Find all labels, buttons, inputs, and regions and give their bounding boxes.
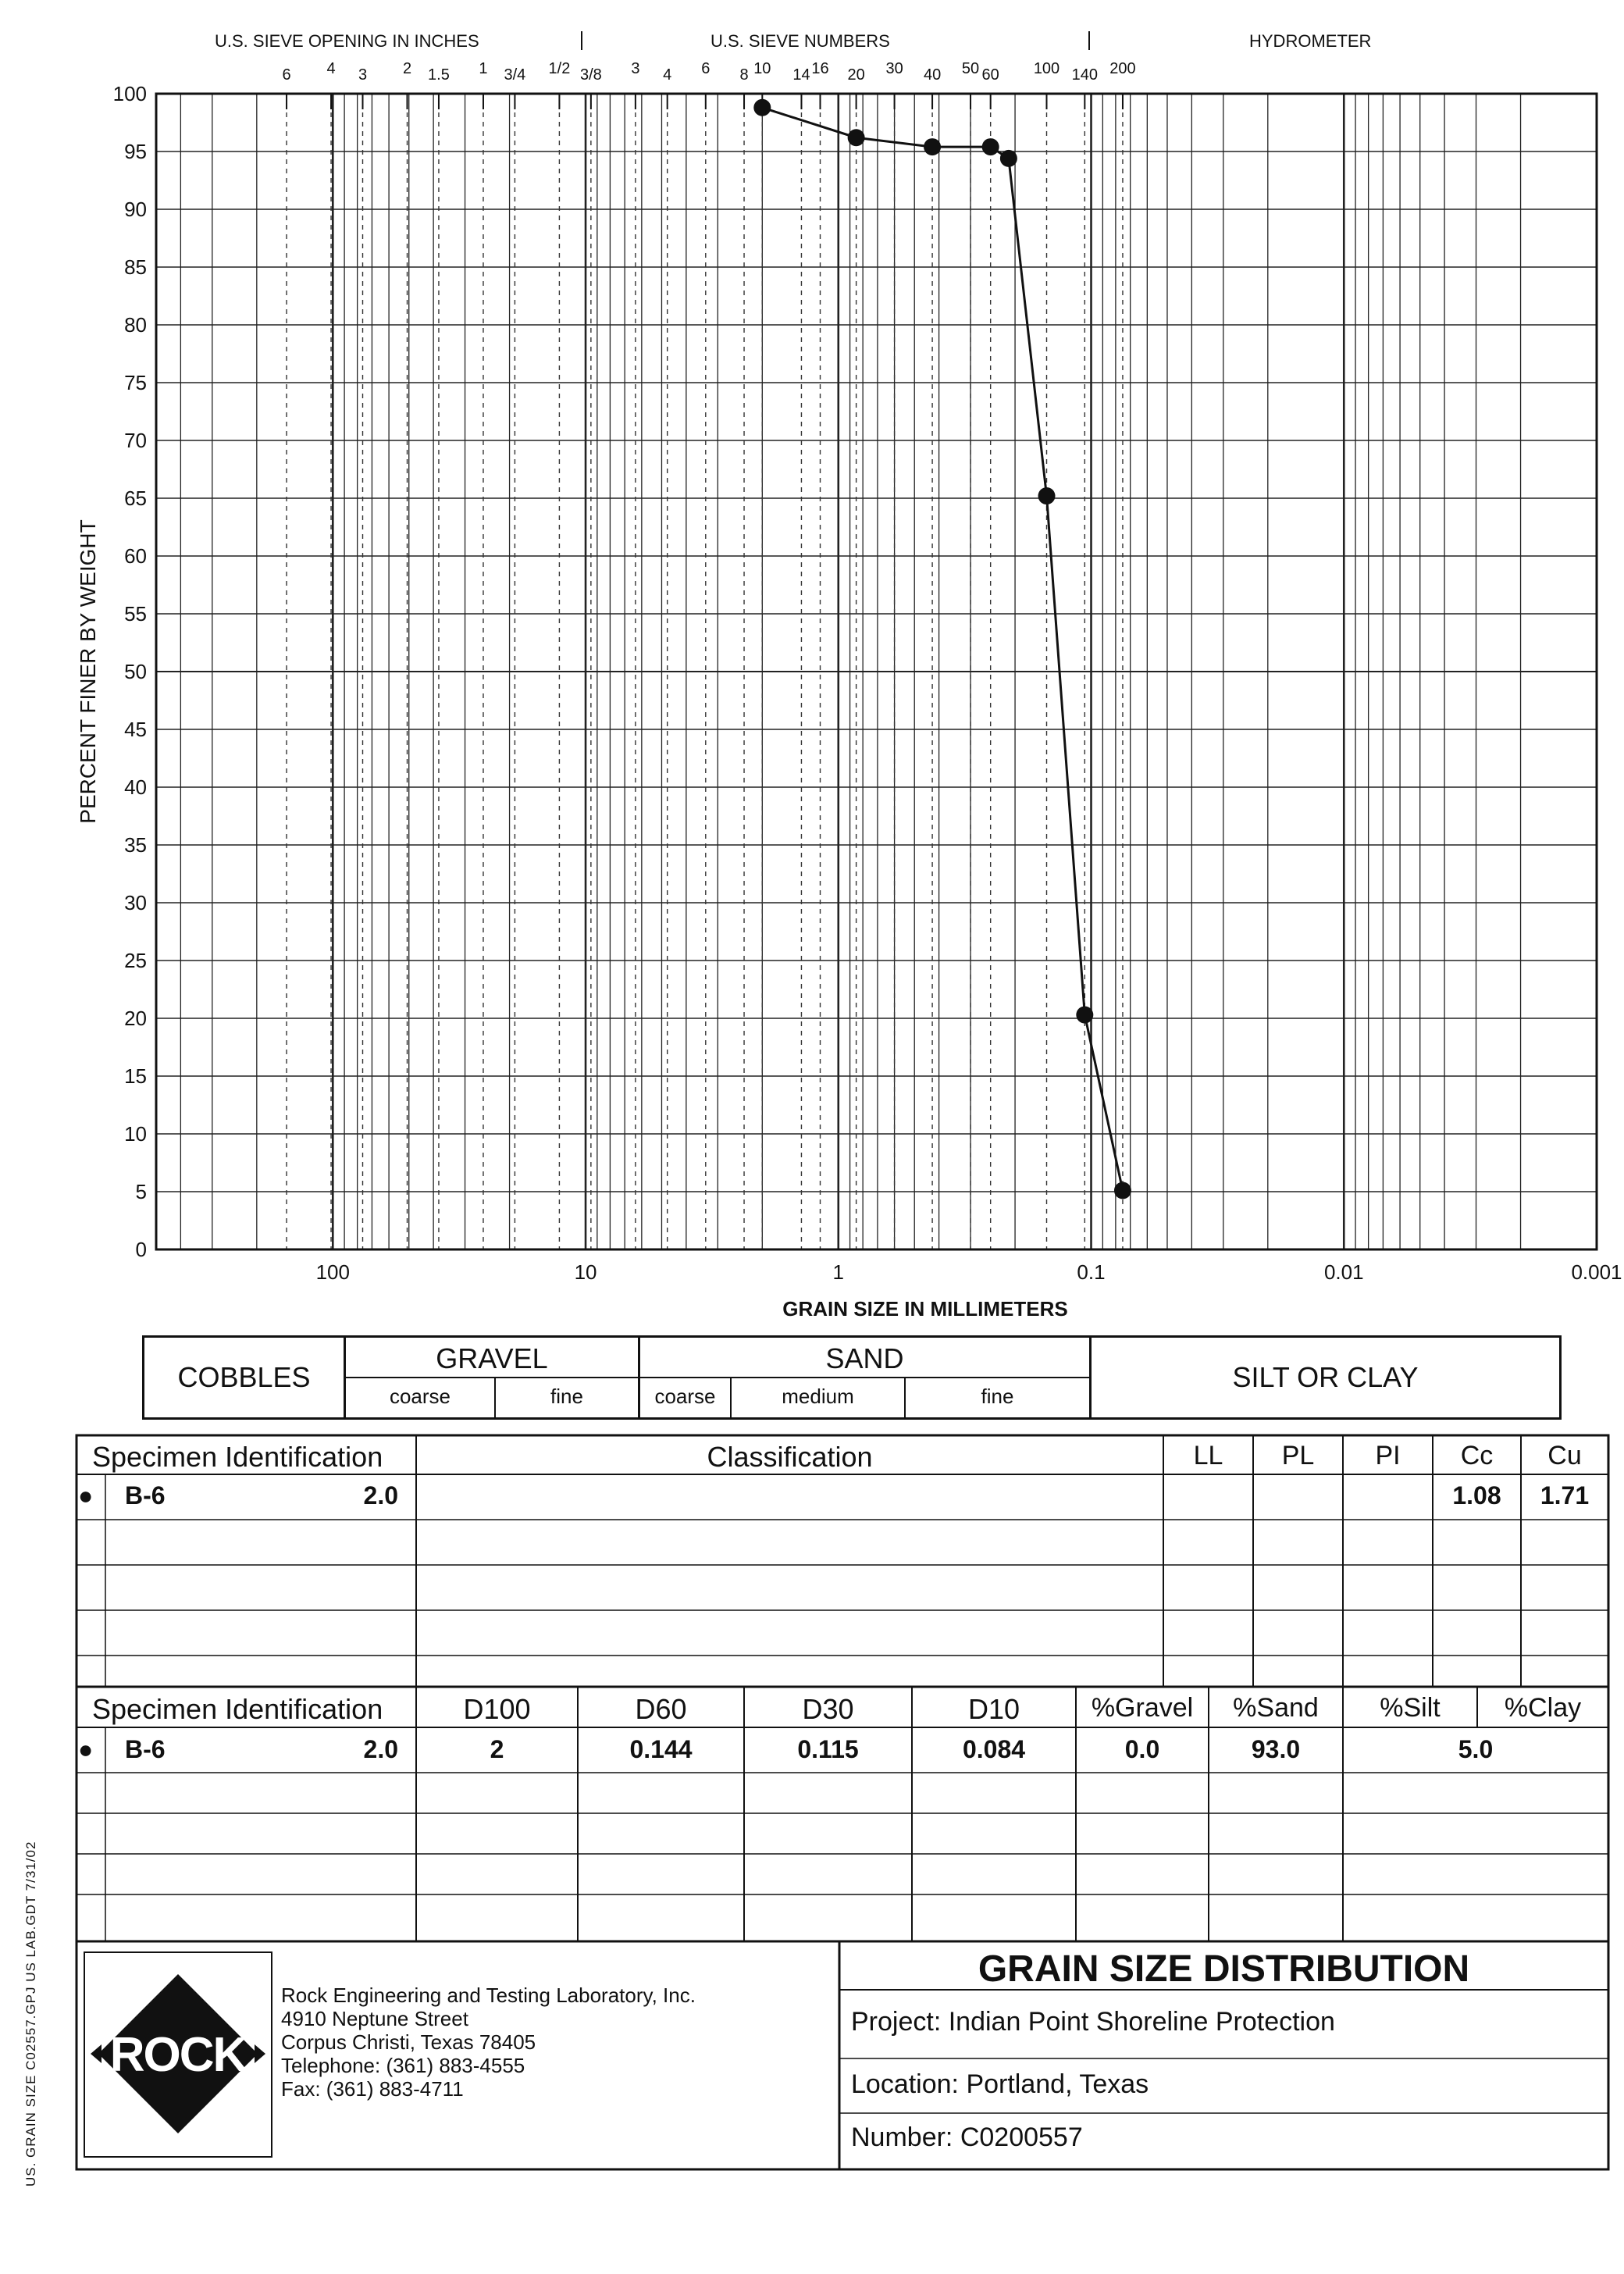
sieve-label: 50 [961,60,980,77]
y-tick-label: 10 [124,1122,147,1146]
y-tick-label: 50 [124,660,147,683]
sieve-label: 14 [792,66,810,84]
t1-row-depth: 2.0 [363,1481,398,1509]
t2-header-clay: %Clay [1504,1693,1582,1723]
sieve-label: 6 [282,66,291,84]
t1-header-classification: Classification [707,1441,873,1473]
sieve-label: 40 [923,66,942,84]
sand-coarse-label: coarse [654,1385,716,1408]
t2-row-silt-clay: 5.0 [1458,1735,1494,1763]
rock-logo [87,1968,269,2147]
sieve-label: 3/8 [579,66,602,84]
y-tick-label: 5 [135,1180,147,1203]
y-tick-label: 30 [124,891,147,914]
report-title: GRAIN SIZE DISTRIBUTION [978,1948,1470,1990]
y-axis-label: PERCENT FINER BY WEIGHT [76,519,100,824]
sieve-label: 1.5 [428,66,450,84]
sieve-label: 2 [402,60,412,77]
rock-logo-text: ROCK [109,2028,247,2082]
y-tick-label: 65 [124,487,147,510]
t1-row-specimen: B-6 [125,1481,166,1509]
t1-row-marker: ● [78,1481,94,1509]
sieve-label: 200 [1109,60,1136,77]
gravel-label: GRAVEL [436,1342,548,1374]
y-tick-label: 90 [124,198,147,221]
t1-header-pl: PL [1281,1441,1315,1470]
t1-header-pi: PI [1375,1441,1401,1470]
t2-header-d30: D30 [802,1693,854,1725]
sieve-label: 8 [739,66,749,84]
x-tick-label: 100 [315,1260,350,1284]
sieve-label: 3 [631,60,640,77]
sieve-label: 10 [753,60,771,77]
company-fax: Fax: (361) 883-4711 [281,2077,464,2101]
top-inches-label: U.S. SIEVE OPENING IN INCHES [215,31,479,51]
project-label: Project: [851,2007,942,2037]
t2-header-specimen: Specimen Identification [92,1693,383,1725]
x-tick-label: 10 [574,1260,597,1284]
project-value: Indian Point Shoreline Protection [948,2007,1335,2037]
company-name: Rock Engineering and Testing Laboratory, Inc. [281,1984,696,2007]
sieve-label: 6 [701,60,710,77]
t2-header-d10: D10 [967,1693,1020,1725]
top-hydrometer-label: HYDROMETER [1249,31,1372,51]
company-telephone: Telephone: (361) 883-4555 [281,2054,525,2077]
y-tick-label: 20 [124,1007,147,1030]
sand-fine-label: fine [981,1385,1014,1408]
gravel-fine-label: fine [550,1385,583,1408]
sieve-label: 60 [981,66,999,84]
t2-row-d30: 0.115 [797,1735,859,1763]
y-tick-label: 0 [135,1238,147,1261]
x-tick-label: 0.01 [1323,1260,1364,1284]
t1-header-cc: Cc [1460,1441,1494,1470]
t1-header-cu: Cu [1547,1441,1582,1470]
y-tick-label: 100 [112,82,147,105]
t2-row-d10: 0.084 [962,1735,1026,1763]
t2-header-d100: D100 [463,1693,531,1725]
y-tick-label: 45 [124,718,147,741]
y-tick-label: 40 [124,775,147,799]
y-tick-label: 85 [124,255,147,279]
t1-row-cu: 1.71 [1540,1481,1590,1509]
x-tick-label: 1 [832,1260,845,1284]
t2-row-depth: 2.0 [363,1735,398,1763]
number-label: Number: [851,2123,953,2152]
t2-row-sand: 93.0 [1251,1735,1301,1763]
y-tick-label: 60 [124,544,147,568]
sieve-label: 3/4 [504,66,526,84]
number-value: C0200557 [960,2123,1083,2152]
t2-row-d100: 2 [490,1735,504,1763]
t2-row-gravel: 0.0 [1124,1735,1160,1763]
sieve-label: 1 [479,60,488,77]
company-street: 4910 Neptune Street [281,2007,468,2030]
sieve-label: 4 [326,60,336,77]
x-tick-label: 0.001 [1571,1260,1622,1284]
t2-row-marker: ● [78,1735,94,1763]
y-tick-label: 80 [124,313,147,337]
t2-header-d60: D60 [635,1693,687,1725]
t2-header-sand: %Sand [1233,1693,1319,1723]
company-city: Corpus Christi, Texas 78405 [281,2030,536,2054]
t2-header-silt: %Silt [1380,1693,1441,1723]
sieve-label: 4 [663,66,672,84]
location-row [851,2069,1149,2100]
t2-header-gravel: %Gravel [1091,1693,1194,1723]
t1-header-specimen: Specimen Identification [92,1441,383,1473]
silt-clay-label: SILT OR CLAY [1232,1361,1419,1393]
y-tick-label: 70 [124,429,147,452]
y-tick-label: 95 [124,140,147,163]
t2-row-specimen: B-6 [125,1735,166,1763]
x-axis-label: GRAIN SIZE IN MILLIMETERS [782,1297,1068,1321]
t1-row-cc: 1.08 [1452,1481,1501,1509]
sieve-label: 3 [358,66,368,84]
sieve-label: 30 [885,60,903,77]
sand-medium-label: medium [782,1385,854,1408]
y-tick-label: 35 [124,833,147,857]
top-numbers-label: U.S. SIEVE NUMBERS [710,31,890,51]
sieve-label: 100 [1033,60,1060,77]
sand-label: SAND [825,1342,904,1374]
number-row [851,2123,1083,2153]
sieve-label: 140 [1071,66,1099,84]
location-label: Location: [851,2069,959,2099]
side-file-label: US. GRAIN SIZE C02557.GPJ US LAB.GDT 7/31/02 [23,1841,38,2187]
y-tick-label: 25 [124,949,147,972]
cobbles-label: COBBLES [177,1361,311,1393]
gravel-coarse-label: coarse [389,1385,451,1408]
y-tick-label: 15 [124,1064,147,1088]
sieve-label: 1/2 [548,60,571,77]
y-tick-label: 55 [124,602,147,626]
sieve-label: 20 [847,66,865,84]
t1-header-ll: LL [1193,1441,1223,1470]
y-tick-label: 75 [124,371,147,394]
project-row [851,2007,1335,2037]
x-tick-label: 0.1 [1077,1260,1106,1284]
t2-row-d60: 0.144 [629,1735,693,1763]
location-value: Portland, Texas [966,2069,1149,2099]
sieve-label: 16 [811,60,829,77]
